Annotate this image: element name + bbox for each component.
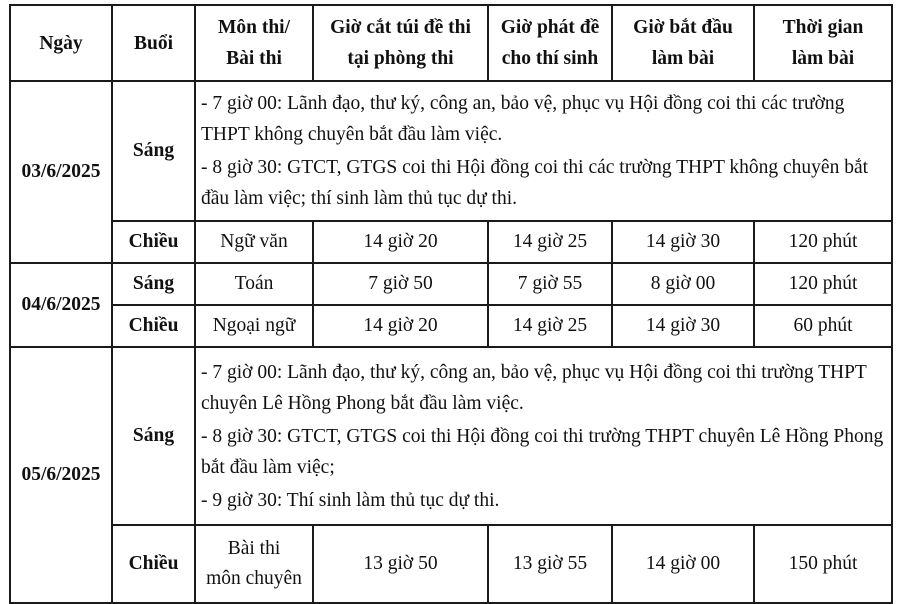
session-cell: Sáng [112,263,195,305]
distribute-cell: 14 giờ 25 [488,221,612,263]
start-cell: 8 giờ 00 [612,263,754,305]
start-cell: 14 giờ 30 [612,221,754,263]
header-subject-line: Bài thi [226,48,282,69]
header-start [612,5,754,81]
header-distribute-line: cho thí sinh [501,48,599,69]
header-row [10,5,892,81]
header-distribute-line: Giờ phát đề [500,17,600,38]
distribute-cell: 14 giờ 25 [488,305,612,347]
duration-cell: 120 phút [754,221,892,263]
header-duration-line: Thời gian [782,17,864,38]
session-cell: Sáng [112,81,195,221]
notes-cell [195,81,892,221]
table-row [10,221,892,263]
session-cell: Chiều [112,221,195,263]
header-duration [754,5,892,81]
bag-open-cell: 13 giờ 50 [313,525,488,603]
exam-schedule-table [9,4,893,604]
table-row [10,81,892,221]
note-line: - 7 giờ 00: Lãnh đạo, thư ký, công an, bảo vệ, phục vụ Hội đồng coi thi các trường THPT không chuyên bắt đầu làm việc. [201,93,845,145]
subject-cell [195,525,313,603]
bag-open-cell: 14 giờ 20 [313,305,488,347]
start-cell: 14 giờ 00 [612,525,754,603]
date-cell: 05/6/2025 [10,347,112,603]
session-cell: Chiều [112,305,195,347]
header-start-line: làm bài [651,48,715,69]
table-row [10,525,892,603]
header-distribute [488,5,612,81]
subject-line: Bài thi [227,538,281,559]
duration-cell: 120 phút [754,263,892,305]
distribute-cell: 7 giờ 55 [488,263,612,305]
header-duration-line: làm bài [791,48,855,69]
header-bag-open-line: tại phòng thi [347,48,454,69]
header-bag-open [313,5,488,81]
header-start-line: Giờ bắt đầu [633,17,733,38]
header-bag-open-line: Giờ cắt túi đề thi [330,17,471,38]
note-line: - 8 giờ 30: GTCT, GTGS coi thi Hội đồng coi thi trường THPT chuyên Lê Hồng Phong bắt đầu làm việc; [201,425,884,478]
distribute-cell: 13 giờ 55 [488,525,612,603]
date-cell: 03/6/2025 [10,81,112,263]
subject-cell: Ngoại ngữ [195,305,313,347]
subject-cell: Toán [195,263,313,305]
table-row [10,305,892,347]
date-cell: 04/6/2025 [10,263,112,347]
table-row [10,263,892,305]
note-line: - 9 giờ 30: Thí sinh làm thủ tục dự thi. [201,489,500,511]
note-line: - 8 giờ 30: GTCT, GTGS coi thi Hội đồng coi thi các trường THPT không chuyên bắt đầu làm việc; thí sinh làm thủ tục dự thi. [201,157,869,209]
session-cell: Chiều [112,525,195,603]
header-subject-line: Môn thi/ [217,17,291,38]
note-line: - 7 giờ 00: Lãnh đạo, thư ký, công an, bảo vệ, phục vụ Hội đồng coi thi trường THPT chuyên Lê Hồng Phong bắt đầu làm việc. [201,361,867,414]
notes-cell [195,347,892,525]
table-row [10,347,892,525]
header-subject [195,5,313,81]
subject-cell: Ngữ văn [195,221,313,263]
start-cell: 14 giờ 30 [612,305,754,347]
duration-cell: 150 phút [754,525,892,603]
bag-open-cell: 7 giờ 50 [313,263,488,305]
bag-open-cell: 14 giờ 20 [313,221,488,263]
header-session: Buổi [112,5,195,81]
header-date: Ngày [10,5,112,81]
subject-line: môn chuyên [206,568,302,589]
session-cell: Sáng [112,347,195,525]
duration-cell: 60 phút [754,305,892,347]
